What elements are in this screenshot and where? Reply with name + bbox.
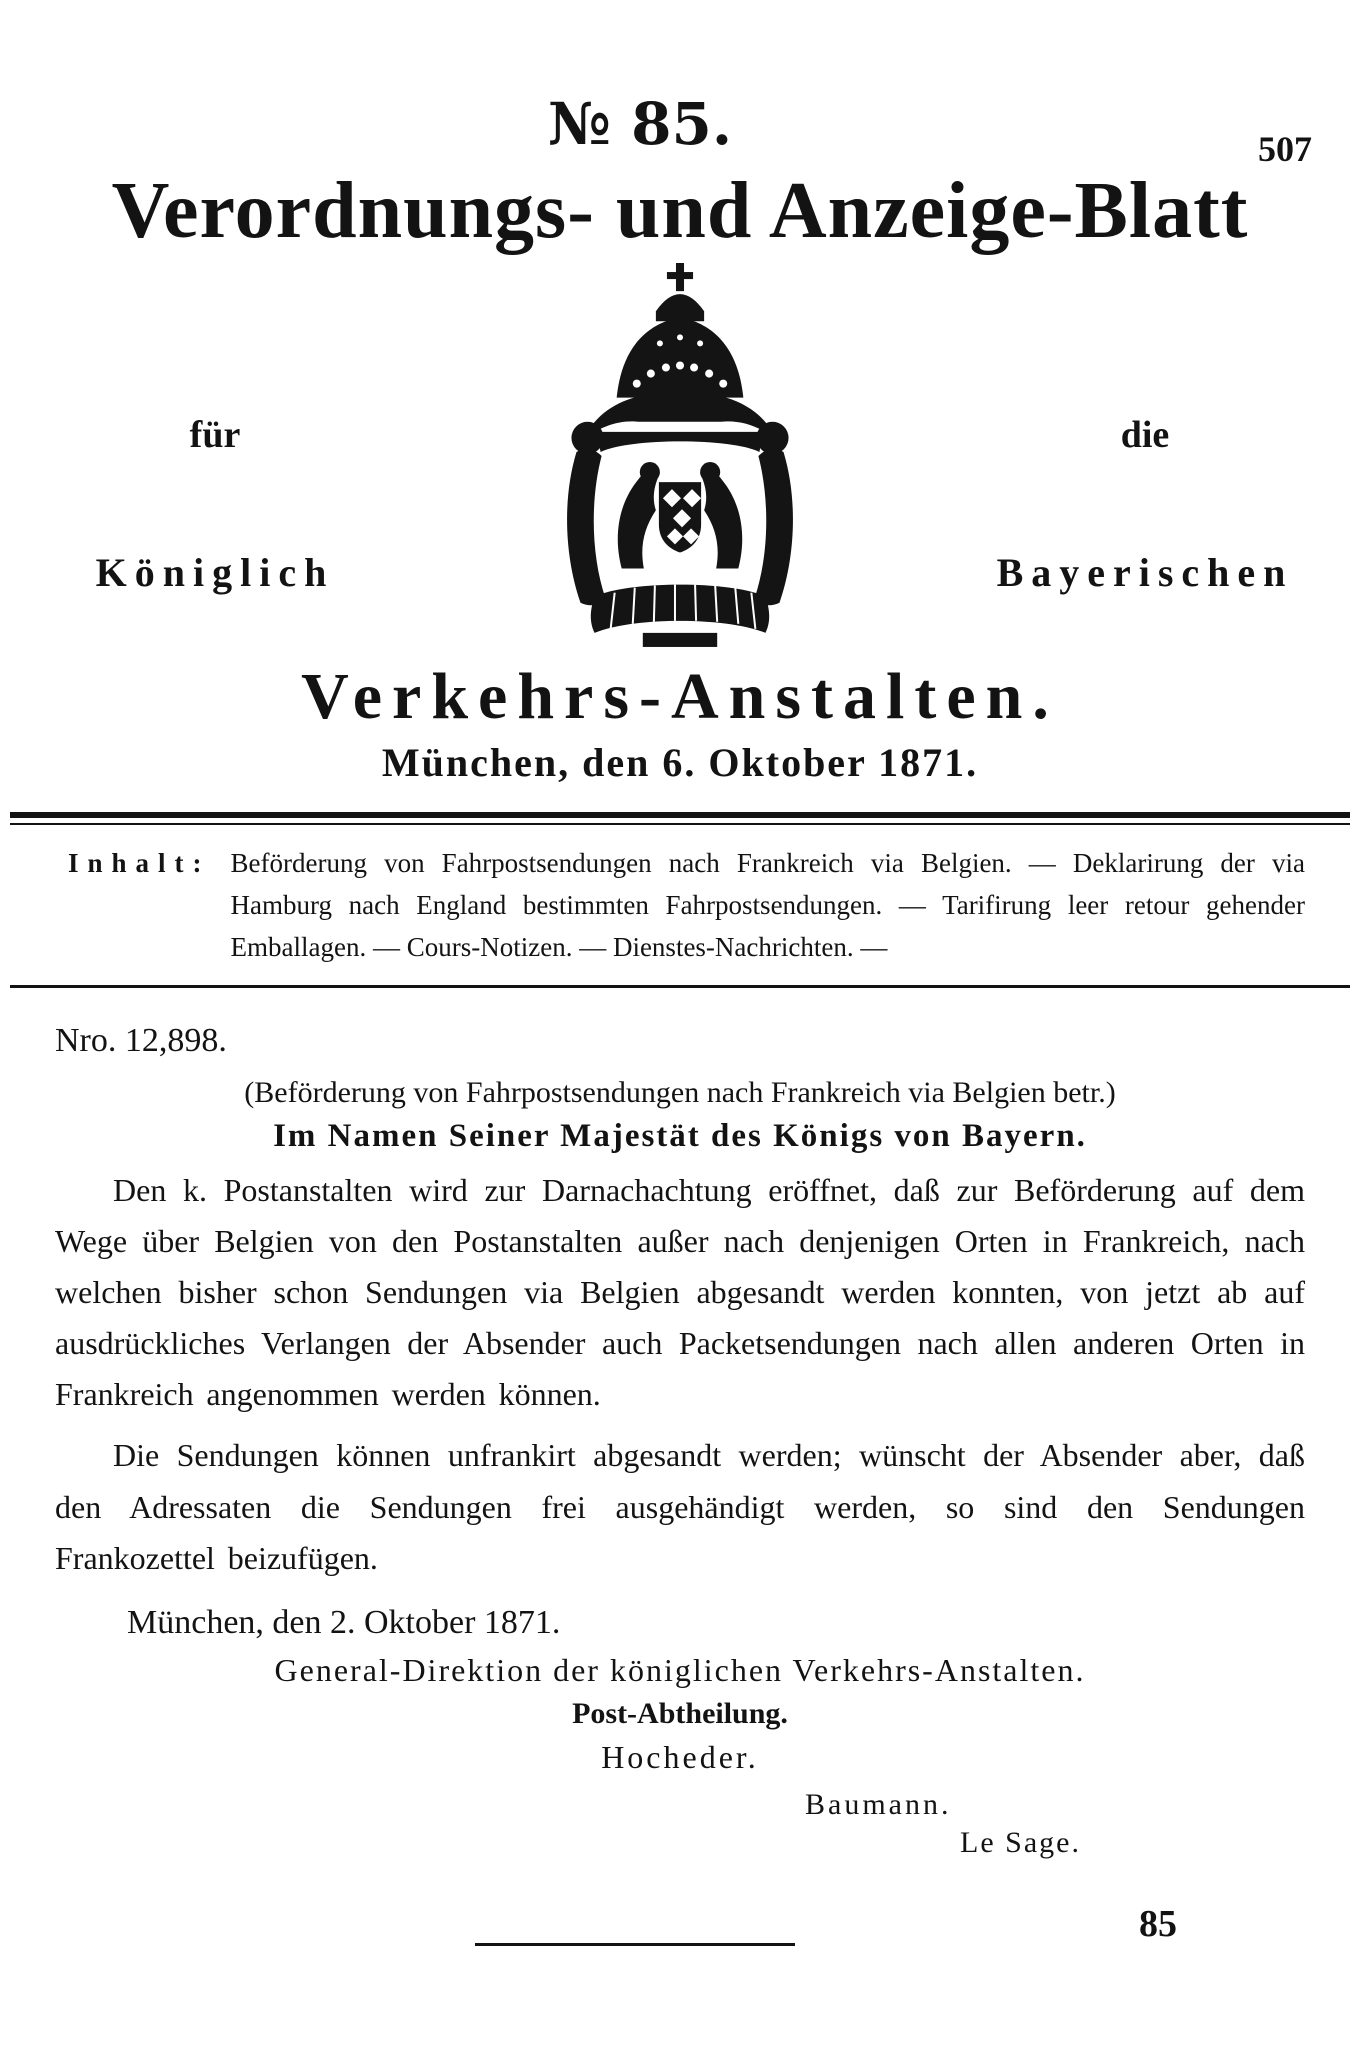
masthead-right-column [930, 263, 1360, 655]
sheet-number: 85 [1139, 1903, 1177, 1946]
masthead-dateline: München, den 6. Oktober 1871. [381, 740, 979, 785]
masthead-subtitle: Verkehrs-Anstalten. [301, 660, 1059, 733]
article-paragraph: Den k. Postanstalten wird zur Darnachachtung eröffnet, daß zur Beförderung auf dem Wege über Belgien von den Postanstalten außer nach denjenigen Orten in Frankreich, nach welchen bisher schon Sendungen via Belgien abgesandt werden konnten, von jetzt ab auf ausdrückliches Verlangen der Absender auch Packetsendungen nach allen anderen Orten in Frankreich angenommen werden können. [55, 1171, 1305, 1413]
royal-invocation: Im Namen Seiner Majestät des Königs von Bayern. [273, 1117, 1087, 1154]
masthead-word-bayerischen: Bayerischen [996, 550, 1294, 595]
issue-number: № 85. [547, 90, 733, 158]
signatory-hocheder: Hocheder. [601, 1739, 759, 1776]
inhalt-label: Inhalt: [68, 848, 211, 878]
signatory-lesage: Le Sage. [960, 1826, 1081, 1860]
footer-rule [475, 1926, 795, 1946]
article-number: Nro. 12,898. [55, 1021, 227, 1059]
masthead-left-column [0, 263, 430, 655]
masthead-crest-row [0, 263, 1360, 655]
place-date-line: München, den 2. Oktober 1871. [127, 1604, 561, 1642]
article-subject: (Beförderung von Fahrpostsendungen nach Frankreich via Belgien betr.) [244, 1075, 1116, 1109]
content-divider [10, 985, 1350, 988]
table-of-contents [68, 843, 1305, 969]
masthead-word-fuer: für [189, 414, 241, 456]
footer-row [55, 1902, 1305, 1946]
article-paragraph: Die Sendungen können unfrankirt abgesandt werden; wünscht der Absender aber, daß den Adressaten die Sendungen frei ausgehändigt werden, so sind den Sendungen Frankozettel beizufügen. [55, 1437, 1305, 1576]
signature-organization: General-Direktion der königlichen Verkehrs-Anstalten. [274, 1652, 1086, 1689]
signature-department: Post-Abtheilung. [572, 1697, 788, 1731]
bavarian-coat-of-arms-icon [430, 263, 930, 655]
article-body [55, 1022, 1305, 1947]
page-number: 507 [1258, 129, 1312, 169]
signatory-baumann: Baumann. [805, 1788, 952, 1822]
page-title: Verordnungs- und Anzeige-Blatt [111, 167, 1249, 255]
masthead-word-die: die [1120, 414, 1170, 456]
inhalt-text: Beförderung von Fahrpostsendungen nach Frankreich via Belgien. — Deklarirung der via Hamburg nach England bestimmten Fahrpostsendungen. — Tarifirung leer retour gehender Emballagen. — Cours-Notizen. — Dienstes-Nachrichten. — [230, 848, 1305, 962]
masthead-word-koeniglich: Königlich [95, 550, 335, 595]
masthead-double-rule [10, 812, 1350, 825]
